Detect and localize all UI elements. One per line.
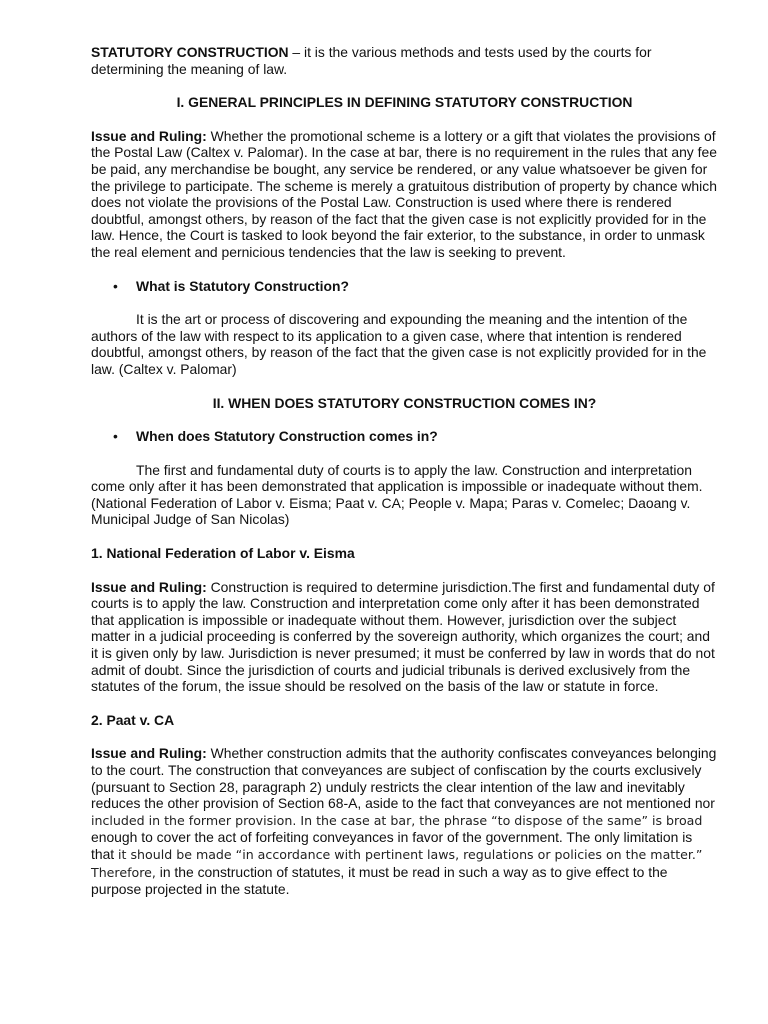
ruling-text-light: included in the former provision. In the case at bar, the phrase “to dispose of the same” is broad [91, 812, 703, 828]
section1-bullet [91, 278, 718, 295]
ruling-text: Construction is required to determine jurisdiction.The first and fundamental duty of courts is to apply the law. Construction and interpretation come only after it has been demonstrated that application is impossible or inadequate without them. However, jurisdiction over the subject matter in a judicial proceeding is conferred by the sovereign authority, which organizes the court; and it is given only by law. Jurisdiction is never presumed; it must be conferred by law in words that do not admit of doubt. Since the jurisdiction of courts and judicial tribunals is derived exclusively from the statutes of the forum, the issue should be resolved on the basis of the law or statute in force. [91, 578, 715, 695]
ruling-label: Issue and Ruling: [91, 127, 207, 144]
ruling-text: Whether construction admits that the authority confiscates conveyances belonging to the court. The construction that conveyances are subject of confiscation by the courts exclusively (pursuant to Section 28, paragraph 2) unduly restricts the clear intention of the law and inevitably reduces the other provision of Section 68-A, aside to the fact that conveyances are not mentioned nor [91, 745, 717, 812]
intro-term: STATUTORY CONSTRUCTION [91, 44, 289, 60]
case1-title: 1. National Federation of Labor v. Eisma [91, 545, 355, 562]
section2-heading: II. WHEN DOES STATUTORY CONSTRUCTION COMES IN? [212, 394, 597, 411]
intro-paragraph [91, 44, 718, 77]
ruling-text: Whether the promotional scheme is a lottery or a gift that violates the provisions of the Postal Law (Caltex v. Palomar). In the case at bar, there is no requirement in the rules that any fee be paid, any merchandise be bought, any service be rendered, or any value whatsoever be given for the privilege to participate. The scheme is merely a gratuitous distribution of property by chance which does not violate the provisions of the Postal Law. Construction is used where there is rendered doubtful, amongst others, by reason of the fact that the given case is not explicitly provided for in the law. Hence, the Court is tasked to look beyond the fair exterior, to the substance, in order to unmask the real element and pernicious tendencies that the law is seeking to prevent. [91, 127, 717, 260]
section2-bullet [91, 428, 718, 445]
ruling-label: Issue and Ruling: [91, 745, 207, 762]
section2-answer: The first and fundamental duty of courts is to apply the law. Construction and interpretation come only after it has been demonstrated that application is impossible or inadequate without them. (National Federation of Labor v. Eisma; Paat v. CA; People v. Mapa; Paras v. Comelec; Daoang v. Municipal Judge of San Nicolas) [91, 461, 703, 528]
case2-title: 2. Paat v. CA [91, 711, 175, 728]
ruling-text-light: it should be made “in accordance with pertinent laws, regulations or policies on the matter.” Therefore, [91, 846, 703, 880]
intro-definition: – it is the various methods and tests used by the courts for determining the meaning of law. [91, 44, 652, 77]
ruling-text: enough to cover the act of forfeiting conveyances in favor of the government. The only limitation is that [91, 829, 693, 862]
section1-heading: I. GENERAL PRINCIPLES IN DEFINING STATUTORY CONSTRUCTION [176, 94, 633, 111]
bullet-icon: • [113, 428, 118, 445]
section1-answer: It is the art or process of discovering and expounding the meaning and the intention of the authors of the law with respect to its application to a given case, where that intention is rendered doubtful, amongst others, by reason of the fact that the given case is not explicitly provided for in the law. (Caltex v. Palomar) [91, 311, 707, 377]
ruling-text: in the construction of statutes, it must be read in such a way as to give effect to the purpose projected in the statute. [91, 863, 668, 898]
bullet-text: What is Statutory Construction? [136, 277, 349, 294]
section1-ruling [91, 128, 718, 261]
bullet-icon: • [113, 277, 118, 294]
bullet-text: When does Statutory Construction comes in? [136, 428, 438, 445]
case2-ruling [91, 745, 718, 897]
case1-ruling [91, 579, 718, 695]
ruling-label: Issue and Ruling: [91, 578, 207, 595]
